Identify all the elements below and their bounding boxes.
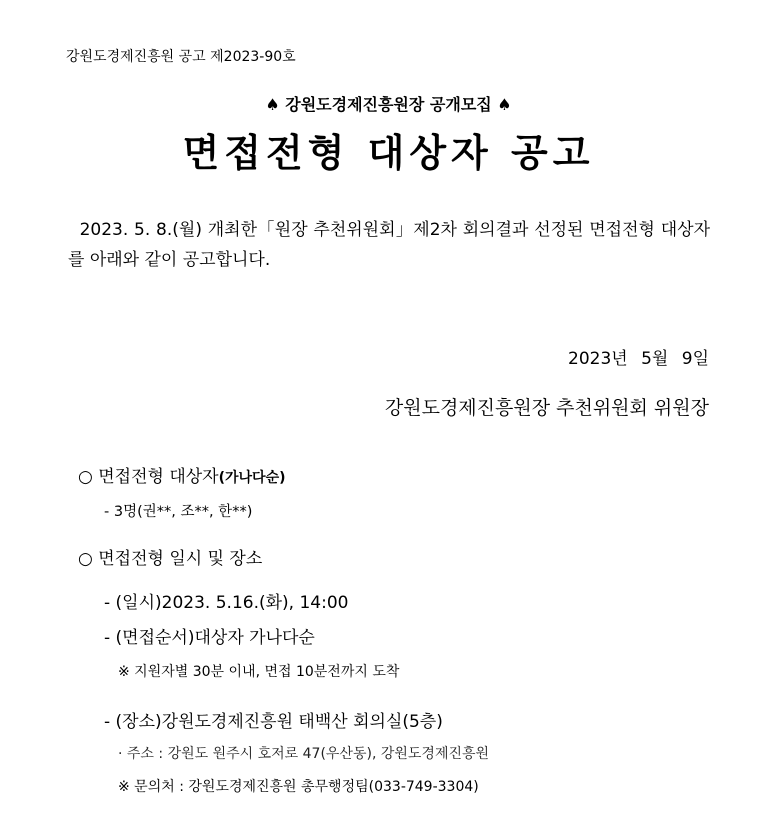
announcement-date: 2023년 5월 9일: [568, 349, 709, 369]
signatory: 강원도경제진흥원장 추천위원회 위원장: [384, 397, 709, 419]
schedule-place-item: - (장소)강원도경제진흥원 태백산 회의실(5층): [104, 712, 443, 732]
schedule-datetime-item: - (일시)2023. 5.16.(화), 14:00: [104, 593, 349, 613]
section-candidates-heading: [78, 462, 286, 487]
subtitle: ♠ 강원도경제진흥원장 공개모집 ♠: [265, 95, 512, 114]
arrival-note: ※ 지원자별 30분 이내, 면접 10분전까지 도착: [118, 664, 400, 680]
body-paragraph-text: 2023. 5. 8.(월) 개최한「원장 추천위원회」제2차 회의결과 선정된 면접전형 대상자를 아래와 같이 공고합니다.: [68, 220, 710, 270]
contact-note: ※ 문의처 : 강원도경제진흥원 총무행정팀(033-749-3304): [118, 779, 479, 795]
section-candidates-title: ○ 면접전형 대상자: [78, 467, 219, 487]
schedule-order-item: - (면접순서)대상자 가나다순: [104, 628, 315, 648]
body-paragraph: [68, 215, 710, 275]
candidates-list-item: - 3명(권**, 조**, 한**): [104, 504, 253, 520]
section-schedule-heading: ○ 면접전형 일시 및 장소: [78, 549, 263, 569]
section-candidates-note: (가나다순): [218, 470, 286, 486]
page-title: 면접전형 대상자 공고: [182, 130, 595, 175]
announcement-number: 강원도경제진흥원 공고 제2023-90호: [66, 49, 296, 65]
address-note: · 주소 : 강원도 원주시 호저로 47(우산동), 강원도경제진흥원: [118, 746, 490, 762]
